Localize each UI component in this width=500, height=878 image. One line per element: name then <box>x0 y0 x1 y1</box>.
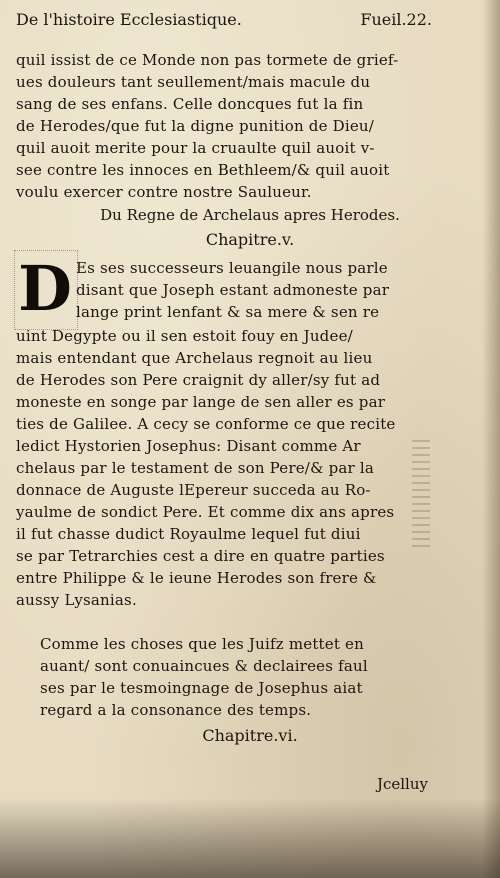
text-line: quil issist de ce Monde non pas tormete de grief- <box>16 51 399 69</box>
text-line: ledict Hystorien Josephus: Disant comme Ar <box>16 437 361 455</box>
running-header <box>16 10 432 29</box>
text-line: ties de Galilee. A cecy se conforme ce que recite <box>16 415 396 433</box>
text-line: uint Degypte ou il sen estoit fouy en Judee/ <box>16 327 353 345</box>
text-line: see contre les innoces en Bethleem/& quil auoit <box>16 161 390 179</box>
running-title: De l'histoire Ecclesiastique. <box>16 10 242 29</box>
text-line: voulu exercer contre nostre Saulueur. <box>16 183 312 201</box>
page-bottom-shadow <box>0 798 500 878</box>
folio-number: Fueil.22. <box>360 10 432 29</box>
catchword: Jcelluy <box>376 775 428 793</box>
text-line: de Herodes/que fut la digne punition de Dieu/ <box>16 117 375 135</box>
dropcap-letter: D <box>18 252 72 325</box>
section-heading-line: ses par le tesmoingnage de Josephus aiat <box>40 679 363 697</box>
text-line: mais entendant que Archelaus regnoit au lieu <box>16 349 373 367</box>
text-line: lange print lenfant & sa mere & sen re <box>76 303 380 321</box>
text-line: quil auoit merite pour la cruaulte quil auoit v- <box>16 139 375 157</box>
chapter-label: Chapitre.vi. <box>202 726 298 745</box>
text-line: chelaus par le testament de son Pere/& par la <box>16 459 375 477</box>
text-line: il fut chasse dudict Royaulme lequel fut diui <box>16 525 361 543</box>
text-line: disant que Joseph estant admoneste par <box>76 281 390 299</box>
section-heading-line: auant/ sont conuaincues & declairees faul <box>40 657 368 675</box>
text-line: yaulme de sondict Pere. Et comme dix ans apres <box>16 503 395 521</box>
text-line: aussy Lysanias. <box>16 591 137 609</box>
section-heading: Du Regne de Archelaus apres Herodes. <box>100 206 400 224</box>
text-line: donnace de Auguste lEpereur succeda au Ro- <box>16 481 371 499</box>
text-line: sang de ses enfans. Celle doncques fut la fin <box>16 95 364 113</box>
section-heading-line: regard a la consonance des temps. <box>40 701 312 719</box>
text-line: de Herodes son Pere craignit dy aller/sy fut ad <box>16 371 381 389</box>
text-line: moneste en songe par lange de sen aller es par <box>16 393 386 411</box>
section-heading-line: Comme les choses que les Juifz mettet en <box>40 635 364 653</box>
text-line: Es ses successeurs leuangile nous parle <box>76 259 388 277</box>
text-line: entre Philippe & le ieune Herodes son frere & <box>16 569 377 587</box>
text-line: ues douleurs tant seullement/mais macule du <box>16 73 371 91</box>
page-edge-shadow <box>482 0 500 878</box>
chapter-label: Chapitre.v. <box>205 230 295 249</box>
text-line: se par Tetrarchies cest a dire en quatre parties <box>16 547 385 565</box>
margin-marks <box>412 440 430 550</box>
